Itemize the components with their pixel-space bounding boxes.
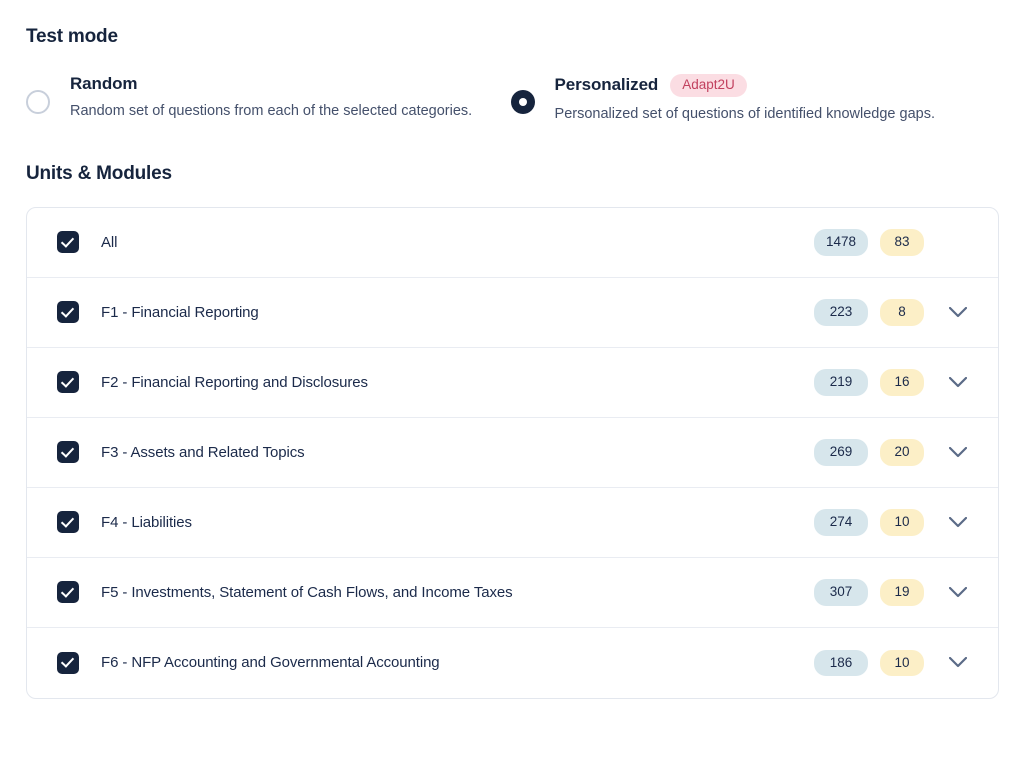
test-mode-random-text: [70, 66, 472, 122]
checkbox-f1[interactable]: [57, 301, 79, 323]
unit-label: F2 - Financial Reporting and Disclosures: [101, 373, 368, 391]
checkbox-f2[interactable]: [57, 371, 79, 393]
chevron-down-icon[interactable]: [938, 657, 978, 668]
units-modules-title: Units & Modules: [26, 162, 172, 184]
radio-personalized[interactable]: [511, 90, 535, 114]
chevron-down-icon[interactable]: [938, 377, 978, 388]
adapt2u-badge: Adapt2U: [670, 74, 747, 97]
question-count-badge: 1478: [814, 229, 868, 256]
knowledge-gap-badge: 16: [880, 369, 924, 396]
checkbox-f5[interactable]: [57, 581, 79, 603]
test-mode-option-random[interactable]: [26, 66, 511, 122]
test-mode-personalized-head: [555, 74, 935, 97]
unit-label: F5 - Investments, Statement of Cash Flows, and Income Taxes: [101, 583, 513, 601]
test-mode-personalized-text: [555, 66, 935, 125]
question-count-badge: 223: [814, 299, 868, 326]
unit-row-all[interactable]: [27, 208, 998, 278]
test-mode-personalized-description: Personalized set of questions of identified knowledge gaps.: [554, 105, 936, 122]
knowledge-gap-badge: 10: [880, 509, 924, 536]
chevron-down-icon[interactable]: [938, 447, 978, 458]
question-count-badge: 219: [814, 369, 868, 396]
question-count-badge: 307: [814, 579, 868, 606]
chevron-down-icon[interactable]: [938, 517, 978, 528]
test-mode-title: Test mode: [26, 26, 118, 47]
checkbox-all[interactable]: [57, 231, 79, 253]
test-mode-option-personalized[interactable]: [511, 66, 998, 125]
checkbox-f3[interactable]: [57, 441, 79, 463]
question-count-badge: 269: [814, 439, 868, 466]
test-mode-personalized-label: Personalized: [554, 75, 659, 95]
checkbox-f4[interactable]: [57, 511, 79, 533]
question-count-badge: 186: [814, 650, 868, 677]
unit-label: F3 - Assets and Related Topics: [101, 443, 305, 461]
test-mode-random-head: [70, 74, 472, 94]
unit-row-f3[interactable]: [27, 418, 998, 488]
test-mode-random-description: Random set of questions from each of the selected categories.: [70, 103, 473, 119]
knowledge-gap-badge: 83: [880, 229, 924, 256]
unit-row-f1[interactable]: [27, 278, 998, 348]
unit-row-f6[interactable]: [27, 628, 998, 698]
unit-label: All: [101, 233, 118, 251]
knowledge-gap-badge: 8: [880, 299, 924, 326]
knowledge-gap-badge: 20: [880, 439, 924, 466]
unit-row-f4[interactable]: [27, 488, 998, 558]
units-modules-list: [26, 207, 999, 699]
chevron-down-icon[interactable]: [938, 587, 978, 598]
knowledge-gap-badge: 10: [880, 650, 924, 677]
knowledge-gap-badge: 19: [880, 579, 924, 606]
unit-row-f5[interactable]: [27, 558, 998, 628]
unit-label: F1 - Financial Reporting: [101, 303, 259, 321]
unit-row-f2[interactable]: [27, 348, 998, 418]
checkbox-f6[interactable]: [57, 652, 79, 674]
unit-label: F4 - Liabilities: [101, 513, 192, 531]
unit-label: F6 - NFP Accounting and Governmental Accounting: [101, 654, 440, 672]
test-mode-options: [26, 66, 998, 125]
radio-random[interactable]: [26, 90, 50, 114]
question-count-badge: 274: [814, 509, 868, 536]
test-mode-random-label: Random: [70, 74, 138, 93]
chevron-down-icon[interactable]: [938, 307, 978, 318]
